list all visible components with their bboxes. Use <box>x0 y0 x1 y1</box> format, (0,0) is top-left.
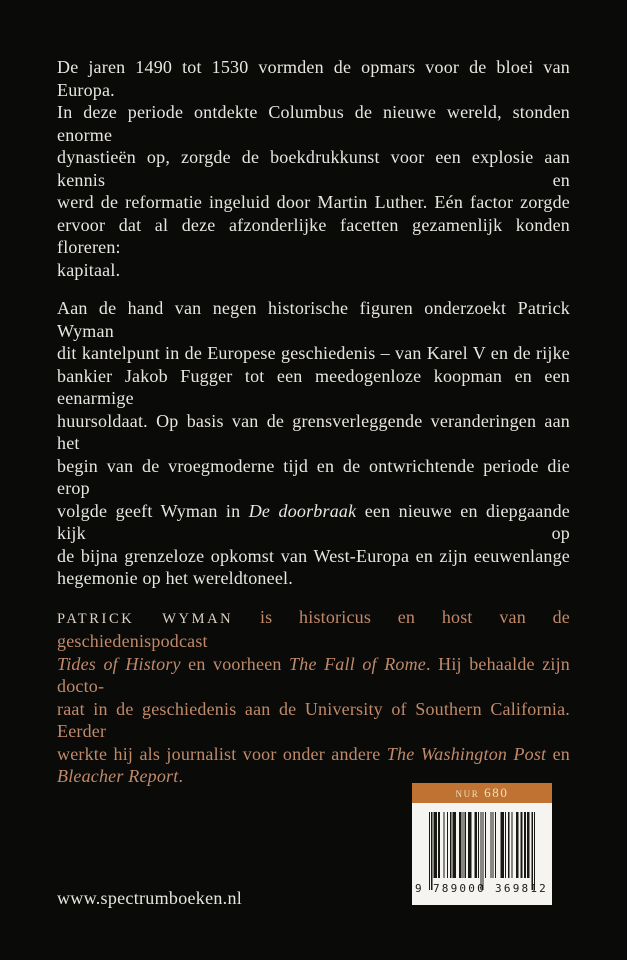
blurb-line: de bijna grenzeloze opkomst van West-Europa en zijn eeuwenlange <box>57 545 570 566</box>
nur-label: nur 680 <box>455 785 509 800</box>
barcode-digits <box>415 882 548 895</box>
blurb-paragraph-1 <box>57 56 570 281</box>
blurb-block <box>57 56 570 804</box>
barcode-digit-group: 369812 <box>495 882 548 895</box>
barcode-digit-group: 789000 <box>432 882 486 895</box>
blurb-line: Aan de hand van negen historische figuren onderzoekt Patrick Wyman <box>57 298 570 341</box>
bio-line <box>57 743 570 766</box>
blurb-line: begin van de vroegmoderne tijd en de ontwrichtende periode die erop <box>57 455 570 498</box>
bio-text: . <box>178 766 184 786</box>
author-bio <box>57 606 570 788</box>
blurb-text: een nieuwe en diepgaande kijk op <box>57 500 570 543</box>
blurb-paragraph-2 <box>57 297 570 590</box>
barcode-digit-group: 9 <box>415 882 424 895</box>
blurb-line: hegemonie op het wereldtoneel. <box>57 568 293 588</box>
publisher-url: www.spectrumboeken.nl <box>57 888 243 908</box>
blurb-line: werd de reformatie ingeluid door Martin Luther. Eén factor zorgde <box>57 192 570 212</box>
bio-text: en voorheen <box>180 653 290 674</box>
blurb-text: volgde geeft Wyman in <box>57 500 249 521</box>
bio-line <box>57 606 570 653</box>
publication-title-italic: Bleacher Report <box>57 766 179 786</box>
bio-line <box>57 653 570 698</box>
blurb-line: De jaren 1490 tot 1530 vormden de opmars voor de bloei van Europa. <box>57 57 570 100</box>
blurb-line: dynastieën op, zorgde de boekdrukkunst voor een explosie aan kennis en <box>57 147 570 190</box>
blurb-line <box>57 500 570 545</box>
bio-text: werkte hij als journalist voor onder andere <box>57 743 387 764</box>
book-title-italic: De doorbraak <box>248 500 357 521</box>
blurb-line: In deze periode ontdekte Columbus de nieuwe wereld, stonden enorme <box>57 102 570 145</box>
blurb-line: ervoor dat al deze afzonderlijke facetten gezamenlijk konden floreren: <box>57 214 570 257</box>
newspaper-title-italic: The Washington Post <box>386 743 547 764</box>
blurb-line: dit kantelpunt in de Europese geschiedenis – van Karel V en de rijke <box>57 343 570 363</box>
bio-text: . Hij behaalde zijn docto- <box>57 653 570 696</box>
bio-text: is historicus en host van de geschiedenispodcast <box>57 606 570 651</box>
bio-line: raat in de geschiedenis aan de University of Southern California. Eerder <box>57 698 570 741</box>
barcode-block <box>412 783 552 905</box>
barcode <box>429 812 535 890</box>
nur-band <box>412 783 552 803</box>
podcast-title-italic: Tides of History <box>57 653 181 674</box>
blurb-line: huursoldaat. Op basis van de grensverleggende veranderingen aan het <box>57 410 570 453</box>
barcode-bars <box>429 812 535 890</box>
bio-text: en <box>546 743 571 764</box>
blurb-line: kapitaal. <box>57 259 121 280</box>
author-name: PATRICK WYMAN <box>57 610 234 627</box>
blurb-line: bankier Jakob Fugger tot een meedogenloze koopman en een eenarmige <box>57 365 570 408</box>
podcast-title-italic: The Fall of Rome <box>289 653 426 674</box>
